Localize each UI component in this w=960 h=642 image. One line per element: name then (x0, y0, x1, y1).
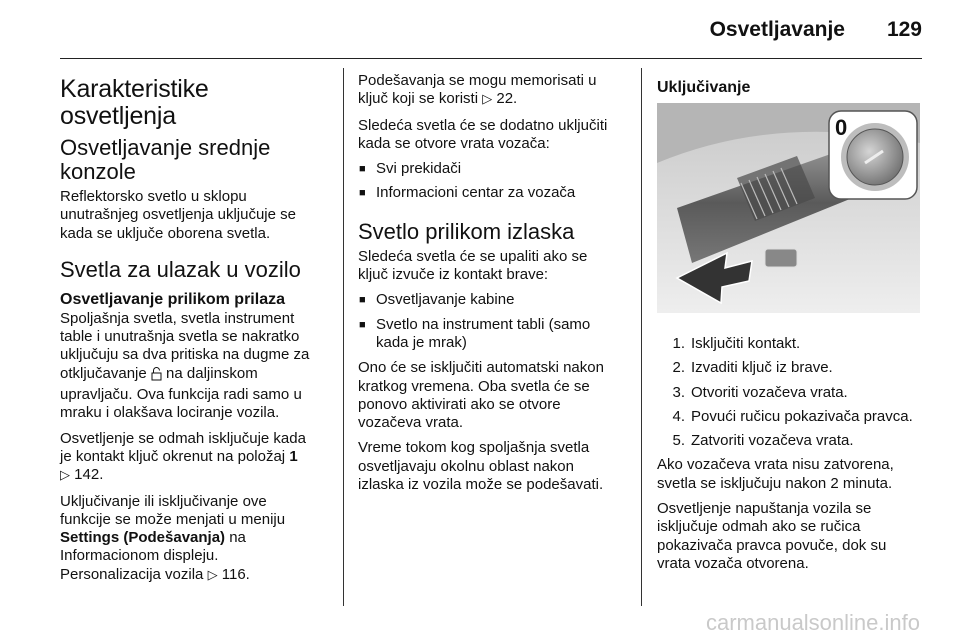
paragraph: Reflektorsko svetlo u sklopu unutrašnjeg osvetljenja uključuje se kada se uključe oborena svetla. (60, 188, 296, 242)
paragraph: Osvetljenje se odmah isključuje kada je kontakt ključ okrenut na položaj 1 ▷ 142. (60, 429, 306, 484)
list-item: 3. Otvoriti vozačeva vrata. (672, 383, 848, 401)
column-divider-2 (641, 68, 642, 606)
list-item: 2. Izvaditi ključ iz brave. (672, 359, 833, 377)
list-item: 4. Povući ručicu pokazivača pravca. (672, 407, 913, 425)
paragraph: Spoljašnja svetla, svetla instrument table i unutrašnja svetla se nakratko uključuju sa dva pritiska na dugme za otključavanje na daljinskom upravljaču. Ova funkcija radi samo u mraku i olakšava lociranje vozila. (60, 309, 310, 422)
bullet-list (358, 160, 626, 203)
paragraph: Uključivanje ili isključivanje ove funkcije se može menjati u meniju Settings (Podešavanja) na Informacionom displeju. Personalizacija vozila ▷ 116. (60, 492, 286, 583)
paragraph: Osvetljenje napuštanja vozila se isključuje odmah ako se ručica pokazivača pravca povuče, dok su vrata vozača otvorena. (657, 500, 887, 572)
page-number: 129 (886, 18, 922, 41)
list-item: ■ Informacioni centar za vozača (358, 184, 626, 202)
page-ref-arrow-icon: ▷ (60, 468, 70, 484)
running-title: Osvetljavanje (709, 18, 845, 41)
watermark: carmanualsonline.info (705, 610, 920, 635)
column-divider-1 (343, 68, 344, 606)
page-ref-arrow-icon: ▷ (207, 567, 218, 583)
stalk-illustration (657, 103, 920, 313)
list-item: ■ Osvetljavanje kabine (358, 291, 626, 309)
subsection-entry-lighting: Svetla za ulazak u vozilo (60, 256, 301, 282)
unlock-icon (151, 366, 162, 386)
paragraph: Ako vozačeva vrata nisu zatvorena, svetla se isključuju nakon 2 minuta. (657, 456, 894, 492)
header-divider (60, 58, 922, 59)
heading-approach-lighting: Osvetljavanje prilikom prilaza (60, 290, 285, 308)
list-item: 1. Isključiti kontakt. (672, 335, 801, 352)
paragraph: Vreme tokom kog spoljašnja svetla osvetljavaju okolnu oblast nakon izlaska iz vozila može se podešavati. (358, 439, 604, 494)
column-1 (60, 72, 330, 592)
list-item: ■ Svetlo na instrument tabli (samo kada je mrak) (358, 316, 626, 353)
paragraph: Podešavanja se mogu memorisati u ključ koji se koristi ▷ 22. (358, 72, 597, 108)
figure-label: 0 (835, 115, 848, 140)
paragraph: Sledeća svetla će se upaliti ako se ključ izvuče iz kontakt brave: (358, 247, 588, 284)
bullet-list (358, 291, 626, 352)
subsection-exit-lighting: Svetlo prilikom izlaska (358, 218, 575, 244)
list-item: 5. Zatvoriti vozačeva vrata. (672, 432, 854, 450)
page-ref-arrow-icon: ▷ (482, 92, 493, 108)
paragraph: Sledeća svetla će se dodatno uključiti kada se otvore vrata vozača: (358, 116, 608, 152)
subsection-console-lighting: Osvetljavanje srednje konzole (60, 135, 271, 184)
column-2 (358, 72, 626, 501)
column-3 (657, 72, 925, 580)
section-title: Karakteristike osvetljenja (60, 75, 209, 130)
paragraph: Ono će se isključiti automatski nakon kratkog vremena. Oba svetla će se ponovo aktivirati ako se otvore vozačeva vrata. (358, 359, 604, 432)
heading-activation: Uključivanje (657, 79, 751, 96)
numbered-steps (657, 335, 925, 450)
list-item: ■ Svi prekidači (358, 160, 626, 178)
